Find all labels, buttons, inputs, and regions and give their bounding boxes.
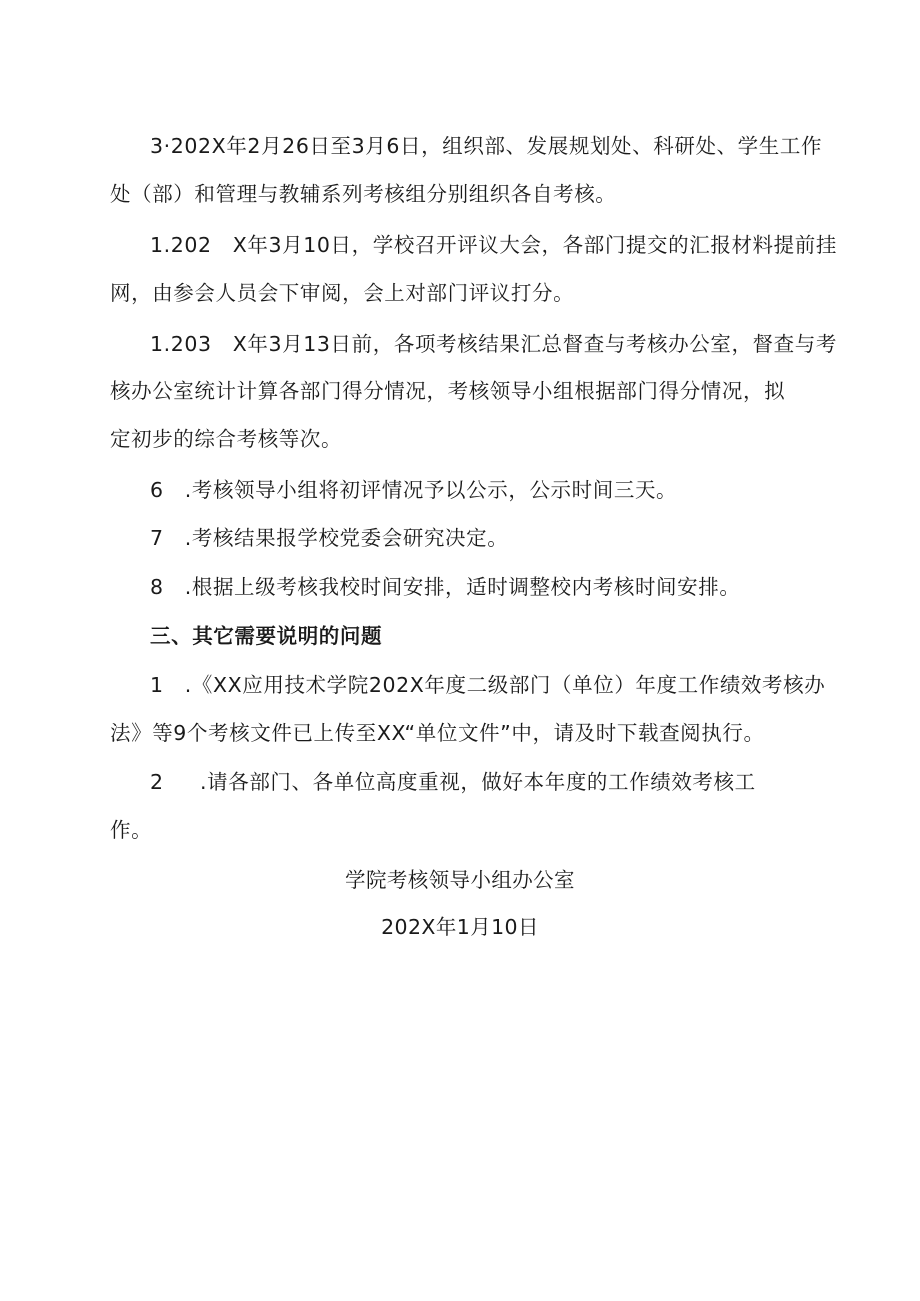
item-4-line-1: 1.202 X年3月10日，学校召开评议大会，各部门提交的汇报材料提前挂 — [150, 233, 837, 257]
item-8: 8 .根据上级考核我校时间安排，适时调整校内考核时间安排。 — [150, 575, 741, 599]
section-heading: 三、其它需要说明的问题 — [150, 624, 383, 648]
signature-date: 202X年1月10日 — [381, 915, 539, 939]
note-1-line-2: 法》等9个考核文件已上传至XX“单位文件”中，请及时下载查阅执行。 — [110, 721, 765, 745]
item-5-line-1: 1.203 X年3月13日前，各项考核结果汇总督查与考核办公室，督查与考 — [150, 332, 837, 356]
note-2-line-2: 作。 — [110, 818, 153, 842]
item-5-line-2: 核办公室统计计算各部门得分情况，考核领导小组根据部门得分情况，拟 — [110, 379, 786, 403]
note-2-line-1 — [150, 768, 870, 796]
note-2-number: 2 — [150, 770, 164, 794]
item-7: 7 .考核结果报学校党委会研究决定。 — [150, 526, 509, 550]
item-3-line-2: 处（部）和管理与教辅系列考核组分别组织各自考核。 — [110, 182, 617, 206]
signature-office: 学院考核领导小组办公室 — [345, 868, 575, 892]
note-1-line-1: 1 .《XX应用技术学院202X年度二级部门（单位）年度工作绩效考核办 — [150, 673, 826, 697]
item-3-line-1: 3·202X年2月26日至3月6日，组织部、发展规划处、科研处、学生工作 — [150, 134, 823, 158]
item-6: 6 .考核领导小组将初评情况予以公示，公示时间三天。 — [150, 478, 678, 502]
note-2-text: .请各部门、各单位高度重视，做好本年度的工作绩效考核工 — [200, 770, 756, 794]
item-5-line-3: 定初步的综合考核等次。 — [110, 427, 343, 451]
item-4-line-2: 网，由参会人员会下审阅，会上对部门评议打分。 — [110, 281, 575, 305]
